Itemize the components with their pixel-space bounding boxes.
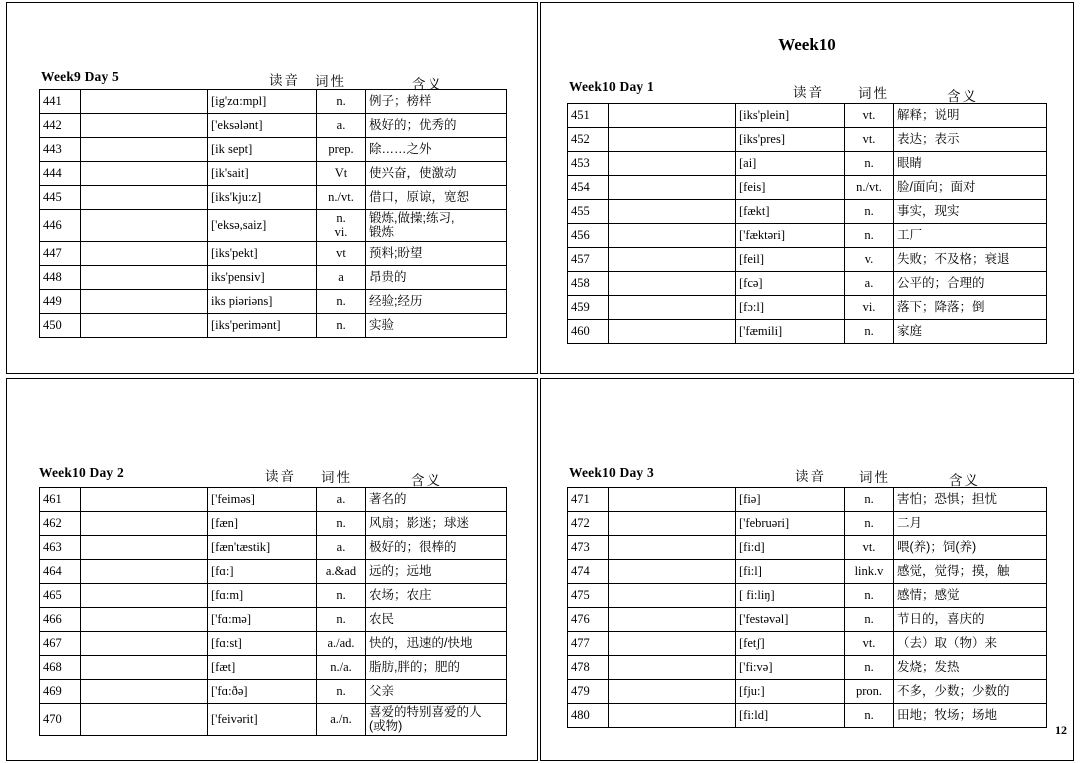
table-row xyxy=(568,320,1047,344)
cell-number: 475 xyxy=(568,584,609,608)
cell-word xyxy=(609,320,736,344)
cell-pronunciation: [iks'pekt] xyxy=(208,241,317,265)
cell-number: 462 xyxy=(40,512,81,536)
cell-word xyxy=(609,488,736,512)
cell-meaning: 风扇；影迷；球迷 xyxy=(366,512,507,536)
cell-part-of-speech: a. xyxy=(317,536,366,560)
cell-word xyxy=(609,656,736,680)
cell-word xyxy=(609,632,736,656)
cell-meaning: 极好的；很棒的 xyxy=(366,536,507,560)
cell-meaning: 例子；榜样 xyxy=(366,90,507,114)
cell-part-of-speech: n./vt. xyxy=(845,176,894,200)
cell-pronunciation: [ik sept] xyxy=(208,138,317,162)
cell-meaning: 公平的；合理的 xyxy=(894,272,1047,296)
cell-number: 463 xyxy=(40,536,81,560)
cell-number: 471 xyxy=(568,488,609,512)
cell-word xyxy=(609,176,736,200)
column-header-meaning: 含义 xyxy=(412,77,443,92)
table-row xyxy=(40,186,507,210)
cell-word xyxy=(81,186,208,210)
cell-word xyxy=(81,488,208,512)
table-row xyxy=(568,296,1047,320)
table-row xyxy=(40,138,507,162)
cell-word xyxy=(81,162,208,186)
cell-word xyxy=(609,128,736,152)
cell-part-of-speech: n. xyxy=(317,680,366,704)
column-header-pos: 词性 xyxy=(315,74,346,89)
cell-meaning: 表达；表示 xyxy=(894,128,1047,152)
cell-word xyxy=(81,584,208,608)
cell-meaning: 发烧；发热 xyxy=(894,656,1047,680)
cell-meaning: 脸/面向；面对 xyxy=(894,176,1047,200)
cell-part-of-speech: vt. xyxy=(845,632,894,656)
cell-word xyxy=(609,296,736,320)
table-row xyxy=(568,128,1047,152)
table-row xyxy=(40,656,507,680)
cell-pronunciation: [feil] xyxy=(736,248,845,272)
cell-part-of-speech: a.&ad xyxy=(317,560,366,584)
cell-number: 461 xyxy=(40,488,81,512)
cell-meaning: 脂肪,胖的；肥的 xyxy=(366,656,507,680)
vocab-table-week10-day1 xyxy=(567,103,1047,344)
cell-number: 445 xyxy=(40,186,81,210)
cell-pronunciation: ['fæktəri] xyxy=(736,224,845,248)
cell-number: 469 xyxy=(40,680,81,704)
cell-word xyxy=(81,90,208,114)
cell-meaning: 昂贵的 xyxy=(366,265,507,289)
cell-meaning: 害怕；恐惧；担忧 xyxy=(894,488,1047,512)
table-row xyxy=(40,114,507,138)
cell-part-of-speech: n. xyxy=(845,512,894,536)
table-row xyxy=(40,536,507,560)
cell-pronunciation: ['eksə,saiz] xyxy=(208,210,317,242)
cell-meaning: 除……之外 xyxy=(366,138,507,162)
cell-meaning: 农民 xyxy=(366,608,507,632)
cell-pronunciation: [fɑ:] xyxy=(208,560,317,584)
cell-meaning: 二月 xyxy=(894,512,1047,536)
cell-number: 452 xyxy=(568,128,609,152)
cell-meaning: 工厂 xyxy=(894,224,1047,248)
cell-pronunciation: [fæn'tæstik] xyxy=(208,536,317,560)
cell-number: 446 xyxy=(40,210,81,242)
cell-meaning: 经验;经历 xyxy=(366,289,507,313)
cell-part-of-speech: n. xyxy=(317,289,366,313)
cell-number: 443 xyxy=(40,138,81,162)
cell-part-of-speech: n. xyxy=(845,584,894,608)
table-row xyxy=(40,560,507,584)
cell-word xyxy=(81,114,208,138)
cell-pronunciation: [fækt] xyxy=(736,200,845,224)
cell-part-of-speech: n. xyxy=(845,608,894,632)
cell-word xyxy=(609,200,736,224)
cell-pronunciation: [fæn] xyxy=(208,512,317,536)
cell-meaning: 不多，少数；少数的 xyxy=(894,680,1047,704)
cell-pronunciation: [ik'sait] xyxy=(208,162,317,186)
cell-number: 467 xyxy=(40,632,81,656)
cell-word xyxy=(81,704,208,736)
cell-number: 449 xyxy=(40,289,81,313)
table-row xyxy=(40,680,507,704)
panel-week10-day3 xyxy=(540,378,1074,761)
cell-part-of-speech: n. xyxy=(845,152,894,176)
cell-meaning: 著名的 xyxy=(366,488,507,512)
cell-pronunciation: [fɑ:st] xyxy=(208,632,317,656)
cell-meaning: 喂(养)；饲(养) xyxy=(894,536,1047,560)
cell-meaning: 实验 xyxy=(366,313,507,337)
cell-pronunciation: [fæt] xyxy=(208,656,317,680)
cell-meaning: 感情；感觉 xyxy=(894,584,1047,608)
cell-word xyxy=(81,241,208,265)
cell-part-of-speech: n. xyxy=(845,224,894,248)
cell-meaning: 眼睛 xyxy=(894,152,1047,176)
table-row xyxy=(40,632,507,656)
cell-number: 442 xyxy=(40,114,81,138)
cell-word xyxy=(609,512,736,536)
column-header-meaning: 含义 xyxy=(949,473,980,488)
cell-word xyxy=(81,265,208,289)
column-header-pronunciation: 读音 xyxy=(793,85,824,100)
cell-word xyxy=(81,560,208,584)
table-row xyxy=(568,608,1047,632)
cell-word xyxy=(609,152,736,176)
cell-pronunciation: [ai] xyxy=(736,152,845,176)
table-row xyxy=(568,200,1047,224)
cell-pronunciation: [iks'kju:z] xyxy=(208,186,317,210)
day-label-week10-day3: Week10 Day 3 xyxy=(569,465,654,480)
cell-part-of-speech: n. xyxy=(845,200,894,224)
cell-pronunciation: [fi:ld] xyxy=(736,704,845,728)
cell-number: 473 xyxy=(568,536,609,560)
cell-pronunciation: [iks'plein] xyxy=(736,104,845,128)
column-header-pos: 词性 xyxy=(858,86,889,101)
week10-title: Week10 xyxy=(778,35,836,54)
cell-part-of-speech: a xyxy=(317,265,366,289)
table-row xyxy=(568,104,1047,128)
table-row xyxy=(40,162,507,186)
cell-part-of-speech: a. xyxy=(317,114,366,138)
cell-word xyxy=(609,560,736,584)
cell-meaning: 父亲 xyxy=(366,680,507,704)
cell-meaning: 解释；说明 xyxy=(894,104,1047,128)
cell-part-of-speech: v. xyxy=(845,248,894,272)
cell-pronunciation: [fetʃ] xyxy=(736,632,845,656)
table-row xyxy=(40,584,507,608)
column-header-pos: 词性 xyxy=(321,470,352,485)
table-row xyxy=(40,704,507,736)
cell-meaning: 节日的，喜庆的 xyxy=(894,608,1047,632)
cell-meaning: 失败；不及格；衰退 xyxy=(894,248,1047,272)
cell-word xyxy=(609,584,736,608)
cell-part-of-speech: vt. xyxy=(845,104,894,128)
day-label-week9-day5: Week9 Day 5 xyxy=(41,69,119,84)
cell-number: 479 xyxy=(568,680,609,704)
table-row xyxy=(40,488,507,512)
cell-word xyxy=(609,248,736,272)
cell-word xyxy=(609,704,736,728)
cell-word xyxy=(81,632,208,656)
table-row xyxy=(568,704,1047,728)
column-header-pronunciation: 读音 xyxy=(269,73,300,88)
cell-word xyxy=(81,289,208,313)
table-row xyxy=(40,210,507,242)
cell-number: 477 xyxy=(568,632,609,656)
table-row xyxy=(40,512,507,536)
cell-part-of-speech: n. xyxy=(845,656,894,680)
cell-part-of-speech: n./vt. xyxy=(317,186,366,210)
cell-number: 474 xyxy=(568,560,609,584)
table-row xyxy=(568,176,1047,200)
cell-word xyxy=(609,680,736,704)
column-header-pronunciation: 读音 xyxy=(265,469,296,484)
cell-part-of-speech: vt. xyxy=(845,128,894,152)
cell-number: 459 xyxy=(568,296,609,320)
cell-meaning: 事实，现实 xyxy=(894,200,1047,224)
cell-pronunciation: [fcə] xyxy=(736,272,845,296)
cell-number: 447 xyxy=(40,241,81,265)
table-row xyxy=(568,224,1047,248)
cell-part-of-speech: n. xyxy=(317,584,366,608)
cell-meaning: 田地；牧场；场地 xyxy=(894,704,1047,728)
cell-pronunciation: ['eksələnt] xyxy=(208,114,317,138)
cell-part-of-speech: a. xyxy=(845,272,894,296)
table-row xyxy=(40,289,507,313)
cell-pronunciation: ['feivərit] xyxy=(208,704,317,736)
cell-part-of-speech: n./a. xyxy=(317,656,366,680)
cell-part-of-speech: vt. xyxy=(845,536,894,560)
panel-week10-day2 xyxy=(6,378,538,761)
cell-word xyxy=(609,224,736,248)
vocab-table-week10-day3 xyxy=(567,487,1047,728)
cell-meaning: 锻炼,做操;练习, 锻炼 xyxy=(366,210,507,242)
column-header-meaning: 含义 xyxy=(411,473,442,488)
cell-pronunciation: [fju:] xyxy=(736,680,845,704)
cell-meaning: （去）取（物）来 xyxy=(894,632,1047,656)
table-row xyxy=(40,313,507,337)
cell-part-of-speech: n. vi. xyxy=(317,210,366,242)
cell-word xyxy=(81,138,208,162)
cell-meaning: 快的，迅速的/快地 xyxy=(366,632,507,656)
cell-part-of-speech: n. xyxy=(845,704,894,728)
table-row xyxy=(568,512,1047,536)
cell-word xyxy=(81,210,208,242)
cell-word xyxy=(81,680,208,704)
cell-number: 453 xyxy=(568,152,609,176)
cell-number: 476 xyxy=(568,608,609,632)
cell-part-of-speech: n. xyxy=(845,320,894,344)
cell-word xyxy=(81,536,208,560)
cell-part-of-speech: n. xyxy=(317,512,366,536)
cell-number: 450 xyxy=(40,313,81,337)
cell-part-of-speech: Vt xyxy=(317,162,366,186)
cell-part-of-speech: a./n. xyxy=(317,704,366,736)
cell-pronunciation: [fi:d] xyxy=(736,536,845,560)
cell-meaning: 落下；降落；倒 xyxy=(894,296,1047,320)
cell-part-of-speech: vt xyxy=(317,241,366,265)
cell-number: 464 xyxy=(40,560,81,584)
table-row xyxy=(568,584,1047,608)
cell-number: 454 xyxy=(568,176,609,200)
cell-pronunciation: ['fɑ:ðə] xyxy=(208,680,317,704)
table-row xyxy=(568,656,1047,680)
cell-part-of-speech: pron. xyxy=(845,680,894,704)
table-row xyxy=(568,152,1047,176)
table-row xyxy=(568,272,1047,296)
panel-week10-day1 xyxy=(540,2,1074,374)
cell-pronunciation: iks'pensiv] xyxy=(208,265,317,289)
cell-pronunciation: [iks'pres] xyxy=(736,128,845,152)
table-row xyxy=(568,680,1047,704)
cell-number: 470 xyxy=(40,704,81,736)
table-row xyxy=(568,248,1047,272)
cell-part-of-speech: n. xyxy=(317,608,366,632)
cell-pronunciation: ['feiməs] xyxy=(208,488,317,512)
table-row xyxy=(40,241,507,265)
cell-word xyxy=(609,536,736,560)
panel-week9-day5 xyxy=(6,2,538,374)
cell-number: 451 xyxy=(568,104,609,128)
cell-number: 478 xyxy=(568,656,609,680)
cell-word xyxy=(81,512,208,536)
column-header-pronunciation: 读音 xyxy=(795,469,826,484)
cell-part-of-speech: a./ad. xyxy=(317,632,366,656)
cell-meaning: 预料;盼望 xyxy=(366,241,507,265)
cell-part-of-speech: link.v xyxy=(845,560,894,584)
cell-number: 456 xyxy=(568,224,609,248)
cell-part-of-speech: vi. xyxy=(845,296,894,320)
cell-pronunciation: [fiə] xyxy=(736,488,845,512)
vocab-table-week10-day2 xyxy=(39,487,507,736)
cell-pronunciation: ['festəvəl] xyxy=(736,608,845,632)
cell-number: 465 xyxy=(40,584,81,608)
cell-pronunciation: iks piəriəns] xyxy=(208,289,317,313)
cell-pronunciation: [iks'perimənt] xyxy=(208,313,317,337)
cell-pronunciation: ['fɑ:mə] xyxy=(208,608,317,632)
cell-number: 455 xyxy=(568,200,609,224)
cell-pronunciation: ['fæmili] xyxy=(736,320,845,344)
cell-part-of-speech: n. xyxy=(317,313,366,337)
cell-number: 480 xyxy=(568,704,609,728)
cell-pronunciation: [feis] xyxy=(736,176,845,200)
cell-meaning: 农场；农庄 xyxy=(366,584,507,608)
table-row xyxy=(40,265,507,289)
cell-part-of-speech: n. xyxy=(845,488,894,512)
cell-part-of-speech: prep. xyxy=(317,138,366,162)
cell-number: 460 xyxy=(568,320,609,344)
cell-number: 444 xyxy=(40,162,81,186)
table-row xyxy=(568,536,1047,560)
cell-word xyxy=(81,608,208,632)
cell-part-of-speech: a. xyxy=(317,488,366,512)
table-row xyxy=(40,608,507,632)
cell-pronunciation: [fi:l] xyxy=(736,560,845,584)
cell-number: 457 xyxy=(568,248,609,272)
cell-meaning: 远的；远地 xyxy=(366,560,507,584)
cell-number: 441 xyxy=(40,90,81,114)
cell-number: 472 xyxy=(568,512,609,536)
table-row xyxy=(40,90,507,114)
cell-number: 466 xyxy=(40,608,81,632)
cell-meaning: 家庭 xyxy=(894,320,1047,344)
cell-word xyxy=(609,272,736,296)
cell-number: 458 xyxy=(568,272,609,296)
cell-pronunciation: [fɑ:m] xyxy=(208,584,317,608)
day-label-week10-day2: Week10 Day 2 xyxy=(39,465,124,480)
cell-meaning: 喜爱的特别喜爱的人 (或物) xyxy=(366,704,507,736)
cell-word xyxy=(609,608,736,632)
column-header-pos: 词性 xyxy=(859,470,890,485)
cell-meaning: 极好的；优秀的 xyxy=(366,114,507,138)
cell-pronunciation: ['februəri] xyxy=(736,512,845,536)
cell-number: 468 xyxy=(40,656,81,680)
vocab-table-week9-day5 xyxy=(39,89,507,338)
cell-meaning: 使兴奋，使激动 xyxy=(366,162,507,186)
cell-meaning: 借口，原谅，宽恕 xyxy=(366,186,507,210)
cell-pronunciation: [fɔ:l] xyxy=(736,296,845,320)
cell-word xyxy=(81,656,208,680)
cell-pronunciation: [ig'zɑ:mpl] xyxy=(208,90,317,114)
day-label-week10-day1: Week10 Day 1 xyxy=(569,79,654,94)
cell-meaning: 感觉，觉得；摸，触 xyxy=(894,560,1047,584)
cell-pronunciation: [ fi:liŋ] xyxy=(736,584,845,608)
cell-part-of-speech: n. xyxy=(317,90,366,114)
cell-word xyxy=(81,313,208,337)
table-row xyxy=(568,632,1047,656)
cell-number: 448 xyxy=(40,265,81,289)
cell-pronunciation: ['fi:və] xyxy=(736,656,845,680)
page-number: 12 xyxy=(1055,723,1067,737)
column-header-meaning: 含义 xyxy=(947,89,978,104)
cell-word xyxy=(609,104,736,128)
table-row xyxy=(568,560,1047,584)
table-row xyxy=(568,488,1047,512)
